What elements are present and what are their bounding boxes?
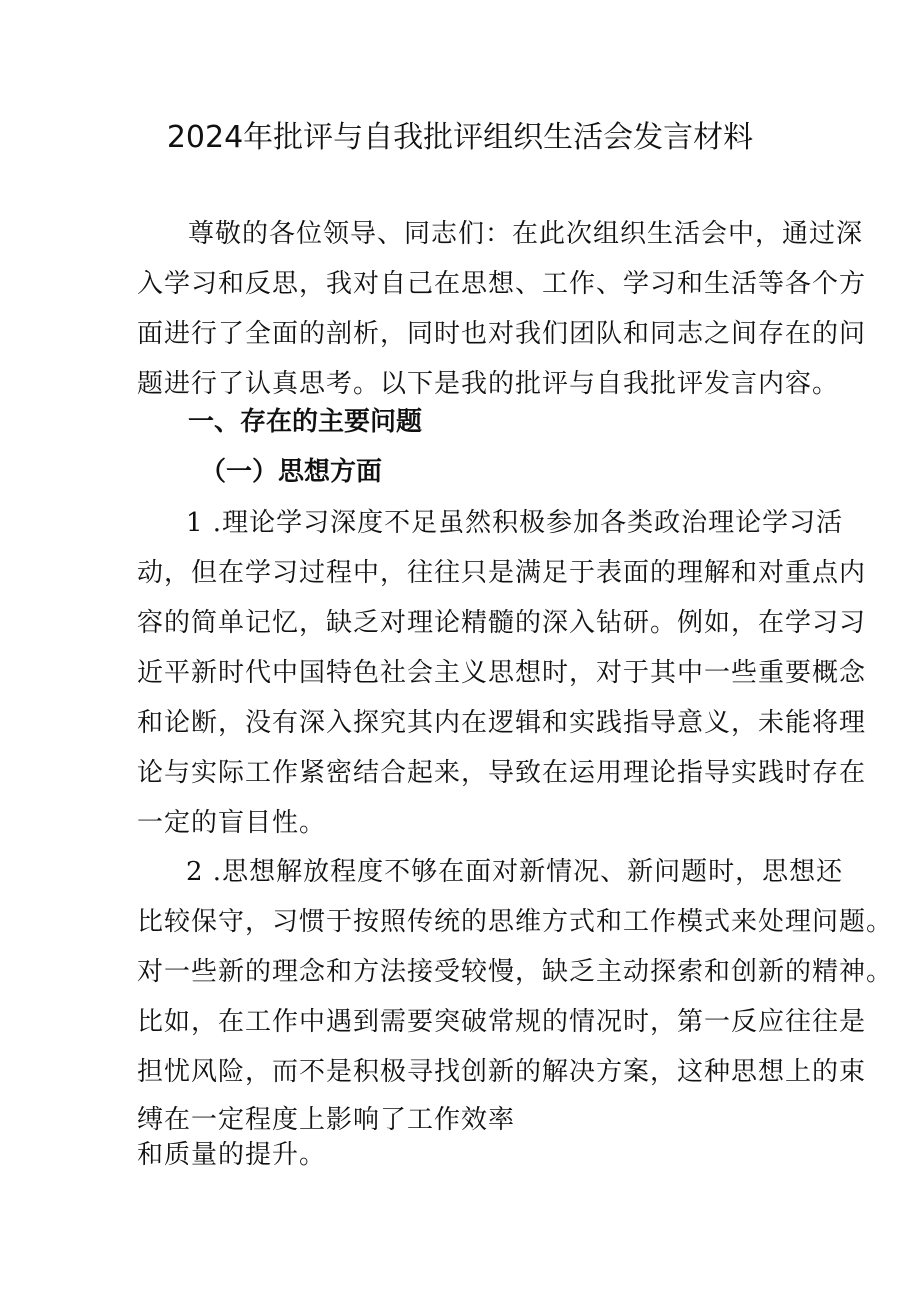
- item-1-line: 1 .理论学习深度不足虽然积极参加各类政治理论学习活: [186, 508, 844, 538]
- item-2-line: 比如，在工作中遇到需要突破常规的情况时，第一反应往往是: [137, 1007, 867, 1037]
- item-1-line: 论与实际工作紧密结合起来，导致在运用理论指导实践时存在: [137, 758, 867, 788]
- intro-line: 题进行了认真思考。以下是我的批评与自我批评发言内容。: [137, 369, 840, 399]
- item-1-line: 一定的盲目性。: [137, 808, 327, 838]
- item-1-line: 动，但在学习过程中，往往只是满足于表面的理解和对重点内: [137, 558, 867, 588]
- item-1-line: 容的简单记忆，缺乏对理论精髓的深入钻研。例如，在学习习: [137, 608, 867, 638]
- item-1-line: 近平新时代中国特色社会主义思想时，对于其中一些重要概念: [137, 658, 867, 688]
- item-2-line: 比较保守，习惯于按照传统的思维方式和工作模式来处理问题。: [137, 907, 894, 937]
- intro-line: 面进行了全面的剖析，同时也对我们团队和同志之间存在的问: [137, 319, 867, 349]
- subsection-heading: （一）思想方面: [200, 457, 383, 487]
- intro-line: 入学习和反思，我对自己在思想、工作、学习和生活等各个方: [137, 269, 867, 299]
- item-2-line: 2 .思想解放程度不够在面对新情况、新问题时，思想还: [186, 857, 844, 887]
- item-1-line: 和论断，没有深入探究其内在逻辑和实践指导意义，未能将理: [137, 708, 867, 738]
- document-title: 2024年批评与自我批评组织生活会发言材料: [166, 120, 754, 155]
- intro-line: 尊敬的各位领导、同志们：在此次组织生活会中，通过深: [188, 219, 864, 249]
- item-2-line: 对一些新的理念和方法接受较慢，缺乏主动探索和创新的精神。: [137, 957, 894, 987]
- item-2-line: 和质量的提升。: [137, 1140, 327, 1170]
- section-heading: 一、存在的主要问题: [188, 407, 423, 437]
- item-2-line: 缚在一定程度上影响了工作效率: [137, 1105, 516, 1135]
- item-2-line: 担忧风险，而不是积极寻找创新的解决方案，这种思想上的束: [137, 1057, 867, 1087]
